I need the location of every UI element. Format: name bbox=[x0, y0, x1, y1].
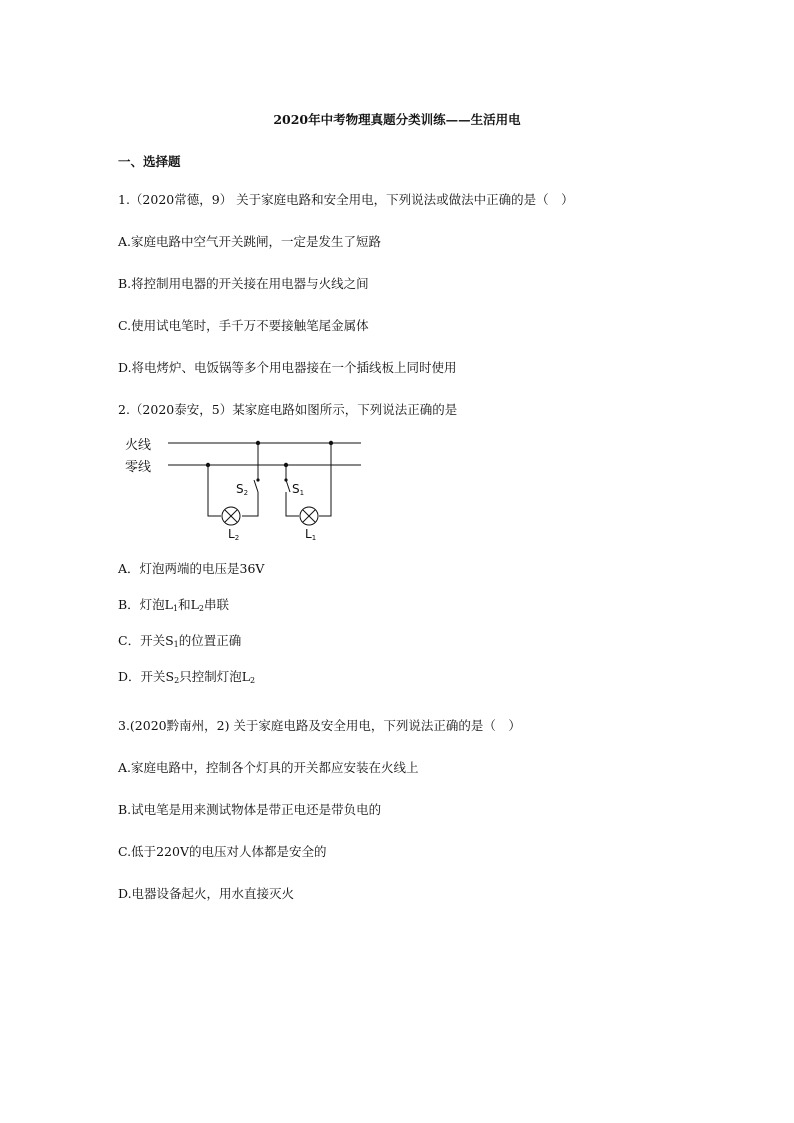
q3-option-d: D.电器设备起火，用水直接灭火 bbox=[118, 886, 295, 901]
lamp-l2-label: L2 bbox=[228, 527, 240, 542]
circuit-diagram bbox=[118, 430, 368, 545]
q2-option-c: C．开关$S_1$的位置正确 bbox=[118, 633, 242, 649]
q3-option-c: C.低于220V的电压对人体都是安全的 bbox=[118, 844, 327, 859]
q1-option-b: B.将控制用电器的开关接在用电器与火线之间 bbox=[118, 276, 369, 291]
lamp-l1-icon bbox=[300, 507, 318, 525]
q1-option-d: D.将电烤炉、电饭锅等多个用电器接在一个插线板上同时使用 bbox=[118, 360, 457, 375]
junction-dot bbox=[206, 463, 210, 467]
q3-option-b: B.试电笔是用来测试物体是带正电还是带负电的 bbox=[118, 802, 382, 817]
section-heading: 一、选择题 bbox=[118, 154, 181, 169]
q2-stem: 2.（2020泰安，5）某家庭电路如图所示，下列说法正确的是 bbox=[118, 402, 458, 417]
switch-contact bbox=[256, 478, 259, 481]
lamp-l1-label: L1 bbox=[305, 527, 317, 542]
switch-s2-label: S2 bbox=[236, 482, 249, 497]
junction-dot bbox=[256, 441, 260, 445]
live-wire-label: 火线 bbox=[125, 438, 152, 453]
s2-blade bbox=[254, 480, 258, 492]
q2-option-d: D．开关$S_2$只控制灯泡$L_2$ bbox=[118, 669, 256, 685]
switch-s1-label: S1 bbox=[292, 482, 305, 497]
s1-blade bbox=[286, 480, 290, 492]
q2-option-b: B．灯泡$L_1$和$L_2$串联 bbox=[118, 597, 230, 613]
q2-option-a: A．灯泡两端的电压是36V bbox=[118, 561, 265, 576]
page-title: 2020年中考物理真题分类训练——生活用电 bbox=[273, 112, 521, 127]
l2-left-wire bbox=[208, 465, 221, 516]
q3-stem: 3.(2020黔南州，2) 关于家庭电路及安全用电，下列说法正确的是（ ） bbox=[118, 718, 521, 733]
q1-stem: 1.（2020常德，9） 关于家庭电路和安全用电，下列说法或做法中正确的是（ ） bbox=[118, 192, 574, 207]
switch-contact bbox=[284, 478, 287, 481]
junction-dot bbox=[329, 441, 333, 445]
junction-dot bbox=[284, 463, 288, 467]
q1-option-c: C.使用试电笔时，手千万不要接触笔尾金属体 bbox=[118, 318, 369, 333]
q1-option-a: A.家庭电路中空气开关跳闸，一定是发生了短路 bbox=[118, 234, 382, 249]
lamp-l2-icon bbox=[222, 507, 240, 525]
neutral-wire-label: 零线 bbox=[125, 460, 152, 475]
l1-right-wire bbox=[319, 443, 331, 516]
q3-option-a: A.家庭电路中，控制各个灯具的开关都应安装在火线上 bbox=[118, 760, 419, 775]
